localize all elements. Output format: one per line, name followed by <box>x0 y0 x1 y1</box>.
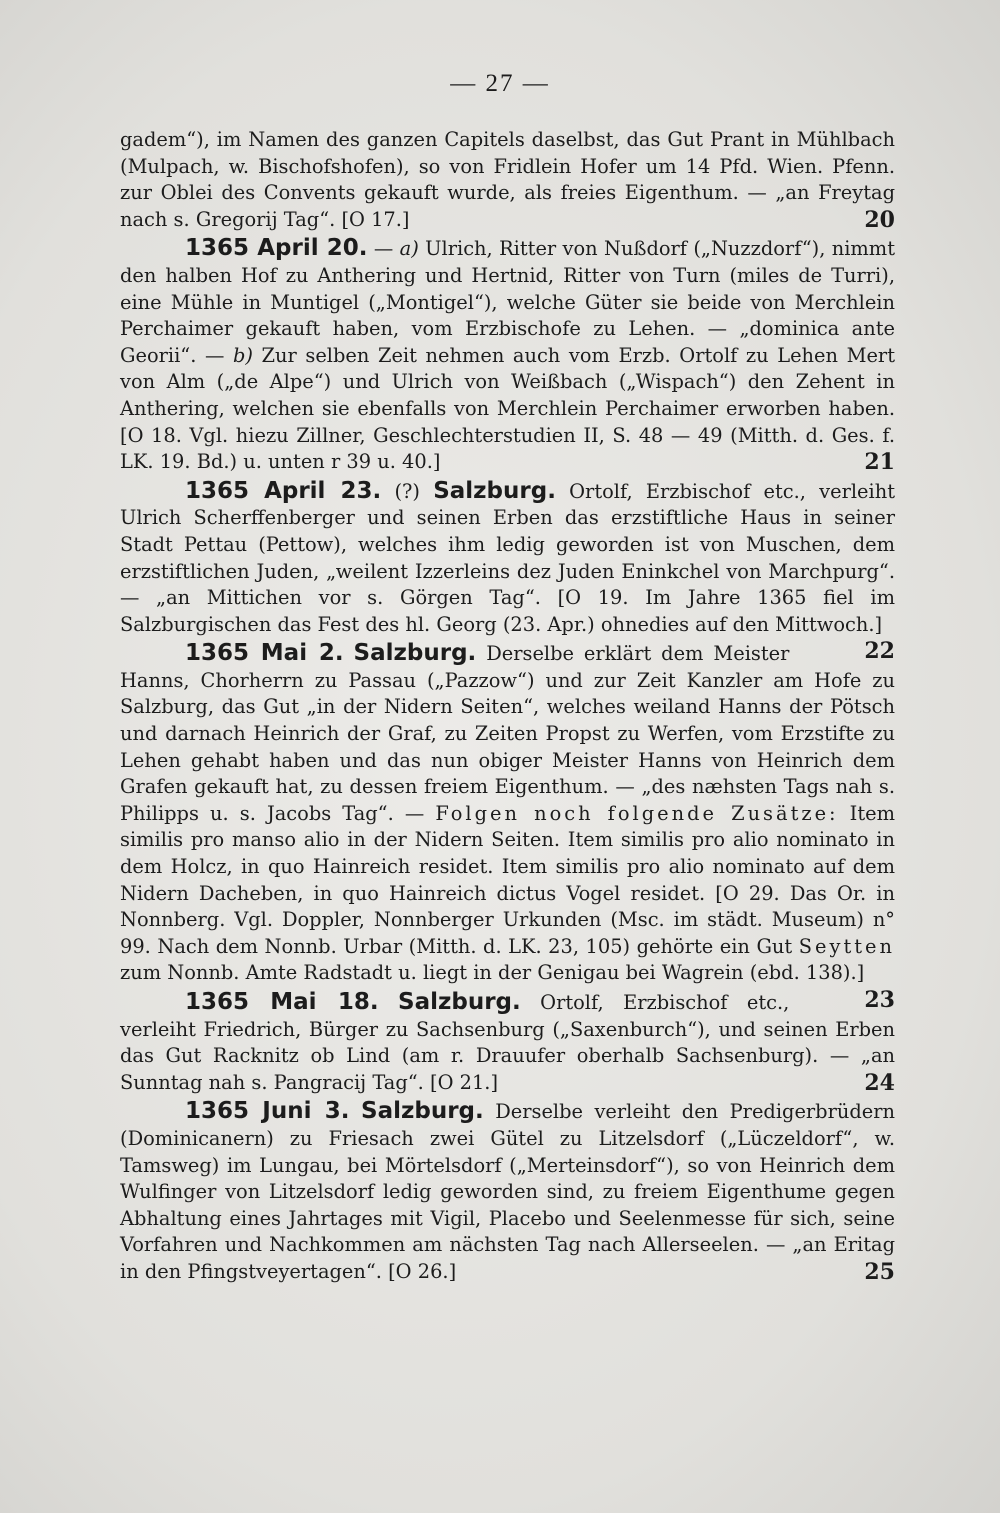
entry-spaced-text-2: Seytten <box>798 934 895 958</box>
entry-text: Derselbe verleiht den Predigerbrüdern (Dominicanern) zu Friesach zwei Gütel zu Litzelsdorf („Lüczeldorf“, w. Tamsweg) im Lungau, bei Mörtelsdorf („Merteinsdorf“), so von Heinrich dem Wulfinger von Litzelsdorf ledig geworden sind, zu freiem Eigenthume gegen Abhaltung eines Jahrtages mit Vigil, Placebo und Seelenmesse für sich, seine Vorfahren und Nachkommen am nächsten Tag nach Allerseelen. — „an Eritag in den Pfingstveyertagen“. [O 26.] <box>120 1100 896 1283</box>
entry-marker-b: b) <box>232 343 253 367</box>
entry-date-heading: 1365 April 23. <box>185 477 382 504</box>
entry-text: Derselbe erklärt dem Meister Hanns, Chorherrn zu Passau („Pazzow“) und zur Zeit Kanzler am Hofe zu Salzburg, das Gut „in der Nidern Seiten“, welches weiland Hanns der Pötsch und darnach Heinrich der Graf, zu Zeiten Propst zu Werfen, vom Erzstifte zu Lehen gehabt haben und das nun obiger Meister Hanns von Heinrich dem Grafen gekauft hat, zu dessen freiem Eigenthum. — „des næhsten Tags nah s. Philipps u. s. Jacobs Tag“. — <box>120 642 895 825</box>
entry-place: Salzburg. <box>433 477 556 504</box>
entry-date-heading: 1365 Mai 2. <box>185 640 344 667</box>
entry-marker-a: a) <box>399 237 419 261</box>
entry-text-2: Item similis pro manso alio in der Nidern Seiten. Item similis pro alio nominato in dem Holcz, in quo Hainreich residet. Item similis pro alio nominato auf dem Nidern Dacheben, in quo Hainreich dictus Vogel residet. [O 29. Das Or. in Nonnberg. Vgl. Doppler, Nonnberger Urkunden (Msc. im städt. Museum) n° 99. Nach dem Nonnb. Urbar (Mitth. d. LK. 23, 105) gehörte ein Gut <box>120 801 895 958</box>
entry-number: 24 <box>864 1069 895 1096</box>
entry-uncertain-mark: (?) <box>381 479 434 503</box>
entry-number: 21 <box>864 449 895 476</box>
entry-21 <box>120 235 895 475</box>
entry-text-3: zum Nonnb. Amte Radstadt u. liegt in der Genigau bei Wagrein (ebd. 138).] <box>120 961 865 985</box>
entry-number: 22 <box>864 638 895 665</box>
entry-date-heading: 1365 Mai 18. <box>185 989 379 1015</box>
entry-text: Ortolf, Erzbischof etc., verleiht Ulrich Scherffenberger und seinen Erben das erzstiftliche Haus in seiner Stadt Pettau (Pettow), welches ihm ledig geworden ist von Muschen, dem erzstiftlichen Juden, „weilent Izzerleins dez Juden Eninkchel von Marchpurg“. — „an Mittichen vor s. Görgen Tag“. [O 19. Im Jahre 1365 fiel im Salzburgischen das Fest des hl. Georg (23. Apr.) ohnedies auf den Mittwoch.] <box>120 479 895 636</box>
entry-text: Ortolf, Erzbischof etc., verleiht Friedrich, Bürger zu Sachsenburg („Saxenburch“), und seinen Erben das Gut Racknitz ob Lind (am r. Drauufer oberhalb Sachsenburg). — „an Sunntag nah s. Pangracij Tag“. [O 21.] <box>120 991 895 1094</box>
entry-dash: — <box>367 237 400 261</box>
entry-24 <box>120 989 895 1096</box>
entry-date-heading: 1365 Juni 3. <box>185 1098 350 1125</box>
page-body <box>120 127 895 1286</box>
entry-text-a: Ulrich, Ritter von Nußdorf („Nuzzdorf“), nimmt den halben Hof zu Anthering und Hertnid, Ritter von Turn (miles de Turri), eine Mühle in Muntigel („Montigel“), welche Güter sie beide von Merchlein Perchaimer gekauft haben, vom Erzbischofe zu Lehen. — „dominica ante Georii“. — <box>120 237 895 367</box>
entry-number: 25 <box>864 1258 895 1285</box>
entry-spaced-text: Folgen noch folgende Zusätze: <box>435 801 839 825</box>
entry-place: Salzburg. <box>398 989 521 1015</box>
entry-number: 23 <box>864 987 895 1013</box>
entry-number: 20 <box>864 206 895 233</box>
page-number: — 27 — <box>450 70 550 97</box>
entry-text: gadem“), im Namen des ganzen Capitels daselbst, das Gut Prant in Mühlbach (Mulpach, w. Bischofshofen), so von Fridlein Hofer um 14 Pfd. Wien. Pfenn. zur Oblei des Convents gekauft wurde, als freies Eigenthum. — „an Freytag nach s. Gregorij Tag“. [O 17.] <box>120 128 895 231</box>
entry-20 <box>120 127 895 233</box>
entry-place: Salzburg. <box>353 640 477 667</box>
entry-date-heading: 1365 April 20. <box>185 235 368 262</box>
entry-text-b: Zur selben Zeit nehmen auch vom Erzb. Ortolf zu Lehen Mert von Alm („de Alpe“) und Ulrich von Weißbach („Wispach“) den Zehent in Anthering, welchen sie ebenfalls von Merchlein Perchaimer erworben haben. [O 18. Vgl. hiezu Zillner, Geschlechterstudien II, S. 48 — 49 (Mitth. d. Ges. f. LK. 19. Bd.) u. unten r 39 u. 40.] <box>120 343 895 474</box>
entry-place: Salzburg. <box>361 1098 484 1125</box>
entry-25 <box>120 1098 895 1285</box>
